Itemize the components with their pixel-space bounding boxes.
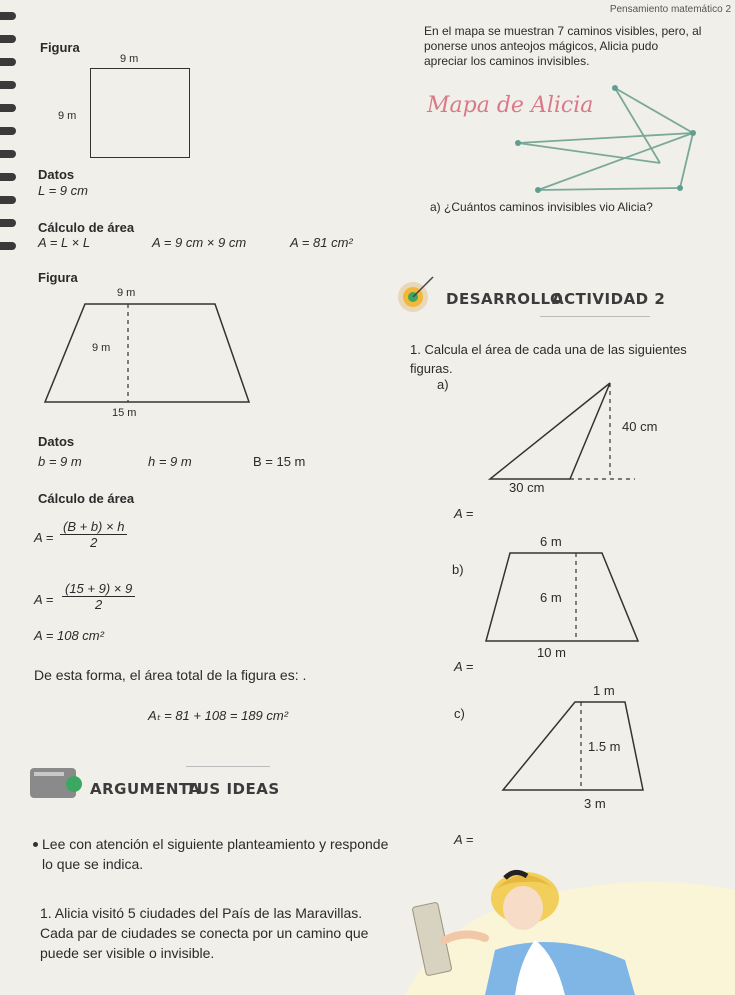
alice-map [500,80,710,200]
data-B: B = 15 m [253,454,306,469]
argumenta-badge-icon [30,768,76,798]
substitution-fraction [62,581,135,612]
square-figure [90,68,190,158]
substitution-prefix: A = [34,592,54,607]
map-paragraph: En el mapa se muestran 7 caminos visibles, pero, al ponerse unos anteojos mágicos, Alicia pudo apreciar los caminos invisibles. [424,24,702,68]
fig-b-top: 6 m [540,534,562,549]
data-b: b = 9 m [38,454,82,469]
formula-2: A = 9 cm × 9 cm [152,235,247,250]
substitution-denominator: 2 [94,597,103,612]
formula-denominator: 2 [90,535,98,550]
item-1-text: 1. Alicia visitó 5 ciudades del País de las Maravillas. Cada par de ciudades se conecta por un camino que puede ser visible o invisible. [40,905,369,961]
square-side-label: 9 m [58,110,77,122]
title-rule [186,766,270,767]
formula-3: A = 81 cm² [290,235,353,250]
fig-a-base: 30 cm [509,480,545,495]
trapezoid-height-label: 9 m [92,342,111,354]
argumenta-title: ARGUMENTA [90,780,201,798]
trapezoid-figure-label: Figura [38,270,78,285]
fig-b-height: 6 m [540,590,562,605]
question-a: a) ¿Cuántos caminos invisibles vio Alicia? [430,200,653,214]
square-top-label: 9 m [120,53,139,65]
fig-b-answer: A = [454,659,474,674]
trapezoid-area-heading: Cálculo de área [38,491,135,506]
trapezoid-figure-c [495,696,665,796]
fig-c-top: 1 m [593,683,615,698]
alice-illustration [405,860,735,995]
trapezoid-figure [35,298,255,408]
triangle-figure-a [485,375,645,485]
fig-c-answer: A = [454,832,474,847]
substitution-numerator: (15 + 9) × 9 [62,581,135,597]
argumenta-subtitle: TUS IDEAS [186,780,280,798]
desarrollo-rule [540,316,650,317]
bullet-dot [33,842,38,847]
data-value: L = 9 cm [38,183,88,198]
trapezoid-top-label: 9 m [117,287,136,299]
map-title: Mapa de Alicia [427,93,594,118]
fig-c-label: c) [454,706,465,721]
formula-fraction [60,519,127,550]
fig-b-label: b) [452,562,464,577]
data-h: h = 9 m [148,454,192,469]
formula-1: A = L × L [38,235,91,250]
fig-a-height: 40 cm [622,419,658,434]
area-heading: Cálculo de área [38,220,135,235]
trapezoid-figure-b [480,548,660,648]
formula-numerator: (B + b) × h [60,519,127,535]
result: A = 108 cm² [34,628,104,643]
total-formula: Aₜ = 81 + 108 = 189 cm² [148,708,289,723]
page-header: Pensamiento matemático 2 [609,4,731,15]
figure-label: Figura [40,40,80,55]
actividad-title: ACTIVIDAD 2 [552,290,666,308]
trapezoid-base-label: 15 m [112,407,137,419]
fig-c-base: 3 m [584,796,606,811]
formula-prefix: A = [34,530,54,545]
instruction: 1. Calcula el área de cada una de las siguientes figuras. [410,342,687,376]
total-text: De esta forma, el área total de la figura es: . [34,667,307,683]
fig-a-label: a) [437,377,449,392]
target-icon [393,275,439,315]
fig-c-height: 1.5 m [588,739,621,754]
bullet-text: Lee con atención el siguiente planteamiento y responde lo que se indica. [42,836,389,872]
trapezoid-data-heading: Datos [38,434,75,449]
desarrollo-title: DESARROLLO [446,290,564,308]
fig-b-base: 10 m [537,645,566,660]
fig-a-answer: A = [454,506,474,521]
data-heading: Datos [38,167,75,182]
